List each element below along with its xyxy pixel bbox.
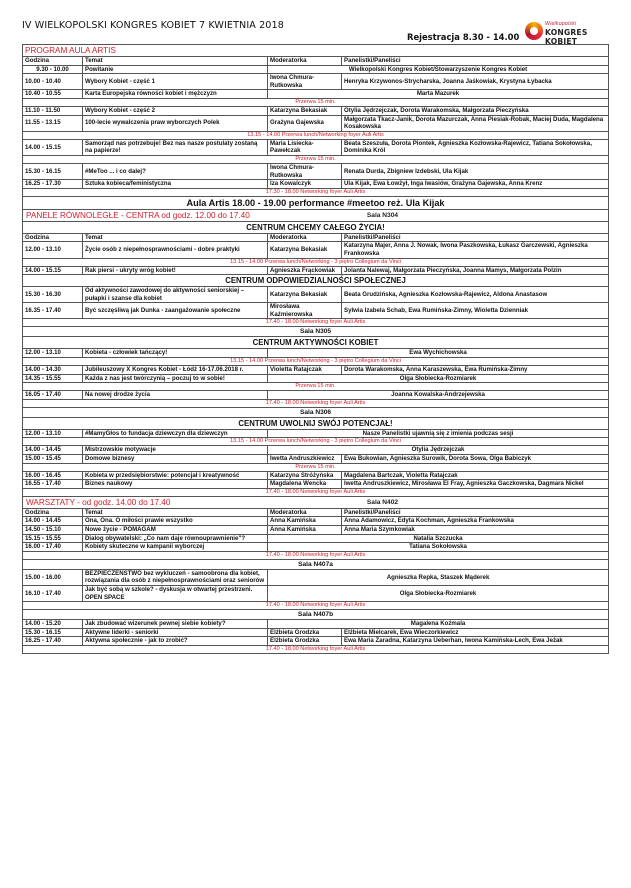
table-row: 12.00 - 13.10 Życie osób z niepełnosprawnościami - dobre praktyki Katarzyna Bekasiak Katarzyna Majer, Anna J. Nowak, Iwona Paszkowska, Łukasz Garczewski, Agnieszka Frankowska xyxy=(23,242,609,258)
table-row: 14.00 - 14.45 Mistrzowskie motywacje Otylia Jędrzejczak xyxy=(23,446,609,455)
table-row: 15.30 - 16.30 Od aktywności zawodowej do aktywności seniorskiej – pułapki i szanse dla kobiet Katarzyna Bekasiak Beata Grudzińska, Agnieszka Kozłowska-Rajewicz, Aldona Anastasow xyxy=(23,287,609,303)
table-row: 15.30 - 16.15 #MeToo ... i co dalej? Iwona Chmura-Rutkowska Renata Durda, Zbigniew Izdebski, Ula Kijak xyxy=(23,163,609,179)
table-row: 16.10 - 17.40 Jak być sobą w szkole? - dyskusja w otwartej przestrzeni. OPEN SPACE Olga Słobiecka-Rozmiarek xyxy=(23,585,609,601)
table-row: 12.00 - 13.10 Kobieta - człowiek tańczący! Ewa Wychichowska xyxy=(23,349,609,358)
table-row: 10.00 - 10.40 Wybory Kobiet - część 1 Iwona Chmura-Rutkowska Henryka Krzywonos-Strycharska, Joanna Jaśkowiak, Krystyna Łybacka xyxy=(23,74,609,90)
table-row: 16.25 - 17.40 Aktywna społecznie - jak to zrobić? Elżbieta Grodzka Ewa Maria Zaradna, Katarzyna Ueberhan, Iwona Kamińska-Lech, Ewa Jeżak xyxy=(23,637,609,646)
table-header: Godzina Temat Moderatorka Panelistki/Paneliści xyxy=(23,508,609,517)
centre-title: CENTRUM UWOLNIJ SWÓJ POTENCJAŁ! xyxy=(23,417,609,429)
break-row: 13.15 - 14.00 Przerwa lunch/Networking - 3 piętro Collegium da Vinci xyxy=(23,358,609,366)
break-row: 17.40 - 18.00 Networking foyer Auli Artis xyxy=(23,602,609,610)
break-row: 17.40 - 18.00 Networking foyer Auli Artis xyxy=(23,399,609,407)
break-row: 17.40 - 18.00 Networking foyer Auli Artis xyxy=(23,488,609,496)
table-row: 14.00 - 14.30 Jubileuszowy X Kongres Kobiet - Łódź 16-17.06.2018 r. Violetta Ratajczak Dorota Warakomska, Anna Karaszewska, Ewa Rumińska-Zimny xyxy=(23,366,609,375)
table-row: 14.00 - 15.15 Samorząd nas potrzebuje! Bez nas nasze postulaty zostaną na papierze! Maria Lisiecka-Pawełczak Beata Szeszuła, Dorota Piontek, Agnieszka Kozłowska-Rajewicz, Tatiana Sokołowska, Dominika Król xyxy=(23,139,609,155)
table-row: 15.00 - 15.45 Domowe biznesy Iwetta Andruszkiewicz Ewa Bukowian, Agnieszka Surowik, Dorota Sowa, Olga Babiczyk xyxy=(23,455,609,464)
page-title: IV WIELKOPOLSKI KONGRES KOBIET 7 KWIETNIA 2018 xyxy=(22,20,284,31)
table-row: 9.30 - 10.00 Powitanie Wielkopolski Kongres Kobiet/Stowarzyszenie Kongres Kobiet xyxy=(23,65,609,74)
centre-title: CENTRUM AKTYWNOŚCI KOBIET xyxy=(23,337,609,349)
section-aula-title: PROGRAM AULA ARTIS xyxy=(23,45,609,57)
table-row: 14.00 - 15.15 Rak piersi - ukryty wróg kobiet! Agnieszka Frąckowiak Jolanta Nalewaj, Małgorzata Pieczyńska, Joanna Mamys, Małgorzata Polzin xyxy=(23,266,609,275)
break-row: 13.15 - 14.00 Przerwa lunch/Networking - 3 piętro Collegium da Vinci xyxy=(23,438,609,446)
break-row: Przerwa 15 min. xyxy=(23,383,609,391)
table-row: 16.55 - 17.40 Biznes naukowy Magdalena Wencka Iwetta Andruszkiewicz, Mirosława El Fray, Agnieszka Gaczkowska, Dagmara Nickel xyxy=(23,480,609,489)
program-page xyxy=(22,14,608,654)
table-row: 14.00 - 15.20 Jak zbudować wizerunek pewnej siebie kobiety? Magalena Koźmala xyxy=(23,620,609,629)
table-row: 14.50 - 15.10 Nowe życie - POMAGAM Anna Kamińska Anna Maria Szymkowiak xyxy=(23,526,609,535)
logo-title: KONGRES KOBIET xyxy=(545,28,588,46)
table-row: 11.55 - 13.15 100-lecie wywalczenia praw wyborczych Polek Grażyna Gajewska Małgorzata Tkacz-Janik, Dorota Mazurczak, Anna Piesiak-Robak, Maciej Duda, Magdalena Kosakowska xyxy=(23,115,609,131)
program-table xyxy=(22,44,609,654)
header xyxy=(22,14,608,44)
registration-time: Rejestracja 8.30 - 14.00 xyxy=(407,32,520,42)
logo-subtitle: Wielkopolski xyxy=(545,21,577,27)
table-header: Godzina Temat Moderatorka Panelistki/Paneliści xyxy=(23,57,609,66)
section-workshops-title: WARSZTATY - od godz. 14.00 do 17.40 xyxy=(26,497,171,507)
break-row: Przerwa 15 min. xyxy=(23,463,609,471)
table-row: 16.05 - 17.40 Na nowej drodze życia Joanna Kowalska-Andrzejewska xyxy=(23,391,609,400)
performance-banner: Aula Artis 18.00 - 19.00 performance #meetoo reż. Ula Kijak xyxy=(23,196,609,209)
break-row: 13.15 - 14.00 Przerwa lunch/Networking - 3 piętro Collegium da Vinci xyxy=(23,258,609,266)
table-row: 15.00 - 16.00 BEZPIECZEŃSTWO bez wykluczeń - samoobrona dla kobiet, rozwiązania dla osób z niepełnosprawnościami oraz seniorów Agnieszka Repka, Staszek Mąderek xyxy=(23,569,609,585)
table-row: 14.35 - 15.55 Każda z nas jest twórczynią – poczuj to w sobie! Olga Słobiecka-Rozmiarek xyxy=(23,374,609,383)
table-row: 16.25 - 17.30 Sztuka kobieca/feministyczna Iza Kowalczyk Ula Kijak, Ewa Łowżył, Inga Iwasiów, Grażyna Gajewska, Anna Krenz xyxy=(23,180,609,189)
table-row: 16.00 - 17.40 Kobiety skuteczne w kampanii wyborczej Tatiana Sokołowska xyxy=(23,543,609,552)
room-label: Sala N305 xyxy=(23,327,609,337)
break-row: 17.40 - 18.00 Networking foyer Auli Artis xyxy=(23,551,609,559)
break-row: Przerwa 15 min. xyxy=(23,98,609,106)
table-row: 11.10 - 11.50 Wybory Kobiet - część 2 Katarzyna Bekasiak Otylia Jędrzejczak, Dorota Warakomska, Małgorzata Pieczyńska xyxy=(23,106,609,115)
table-row: 10.40 - 10.55 Karta Europejska równości kobiet i mężczyzn Marta Mazurek xyxy=(23,90,609,99)
centre-title: CENTRUM CHCEMY CAŁEGO ŻYCIA! xyxy=(23,221,609,233)
table-row: 12.00 - 13.10 #MamyGłos to fundacja dziewczyn dla dziewczyn Nasze Panelistki ujawnią się z imienia podczas sesji xyxy=(23,429,609,438)
table-row: 16.00 - 16.45 Kobieta w przedsiębiorstwie: potencjał i kreatywność Katarzyna Stróżyńska Magdalena Bartczak, Violetta Ratajczak xyxy=(23,471,609,480)
break-row: 17.40 - 18.00 Networking foyer Auli Artis xyxy=(23,645,609,653)
break-row: Przerwa 15 min. xyxy=(23,155,609,163)
break-row: 17.40 - 18.00 Networking foyer Auli Artis xyxy=(23,319,609,327)
room-label: Sala N402 xyxy=(366,498,399,506)
room-label: Sala N304 xyxy=(366,211,399,219)
break-row: 13.15 - 14.00 Przerwa lunch/Networking foyer Auli Artis xyxy=(23,131,609,139)
table-row: 14.00 - 14.45 Ona, Ona. O miłości prawie wszystko Anna Kamińska Anna Adamowicz, Edyta Kochman, Agnieszka Frankowska xyxy=(23,517,609,526)
section-panels-title: PANELE RÓWNOLEGŁE - CENTRA od godz. 12.00 do 17.40 xyxy=(26,210,250,220)
room-label: Sala N306 xyxy=(23,407,609,417)
logo-swirl-icon xyxy=(525,22,543,40)
table-row: 16.35 - 17.40 Być szczęśliwą jak Dunka - zaangażowanie społeczne Mirosława Kaźmierowska Sylwia Izabela Schab, Ewa Rumińska-Zimny, Wioletta Dzienniak xyxy=(23,303,609,319)
room-label: Sala N407a xyxy=(23,559,609,569)
room-label: Sala N407b xyxy=(23,610,609,620)
table-row: 15.15 - 15.55 Dialog obywatelski: „Co nam daje równouprawnienie”? Natalia Szczucka xyxy=(23,534,609,543)
break-row: 17.30 - 18.00 Networking foyer Auli Artis xyxy=(23,188,609,196)
table-header: Godzina Temat Moderatorka Panelistki/Paneliści xyxy=(23,233,609,242)
table-row: 15.30 - 16.15 Aktywne liderki - seniorki Elżbieta Grodzka Elżbieta Mielcarek, Ewa Wieczorkiewicz xyxy=(23,628,609,637)
centre-title: CENTRUM ODPOWIEDZIALNOŚCI SPOŁECZNEJ xyxy=(23,275,609,287)
congress-logo xyxy=(525,20,609,46)
